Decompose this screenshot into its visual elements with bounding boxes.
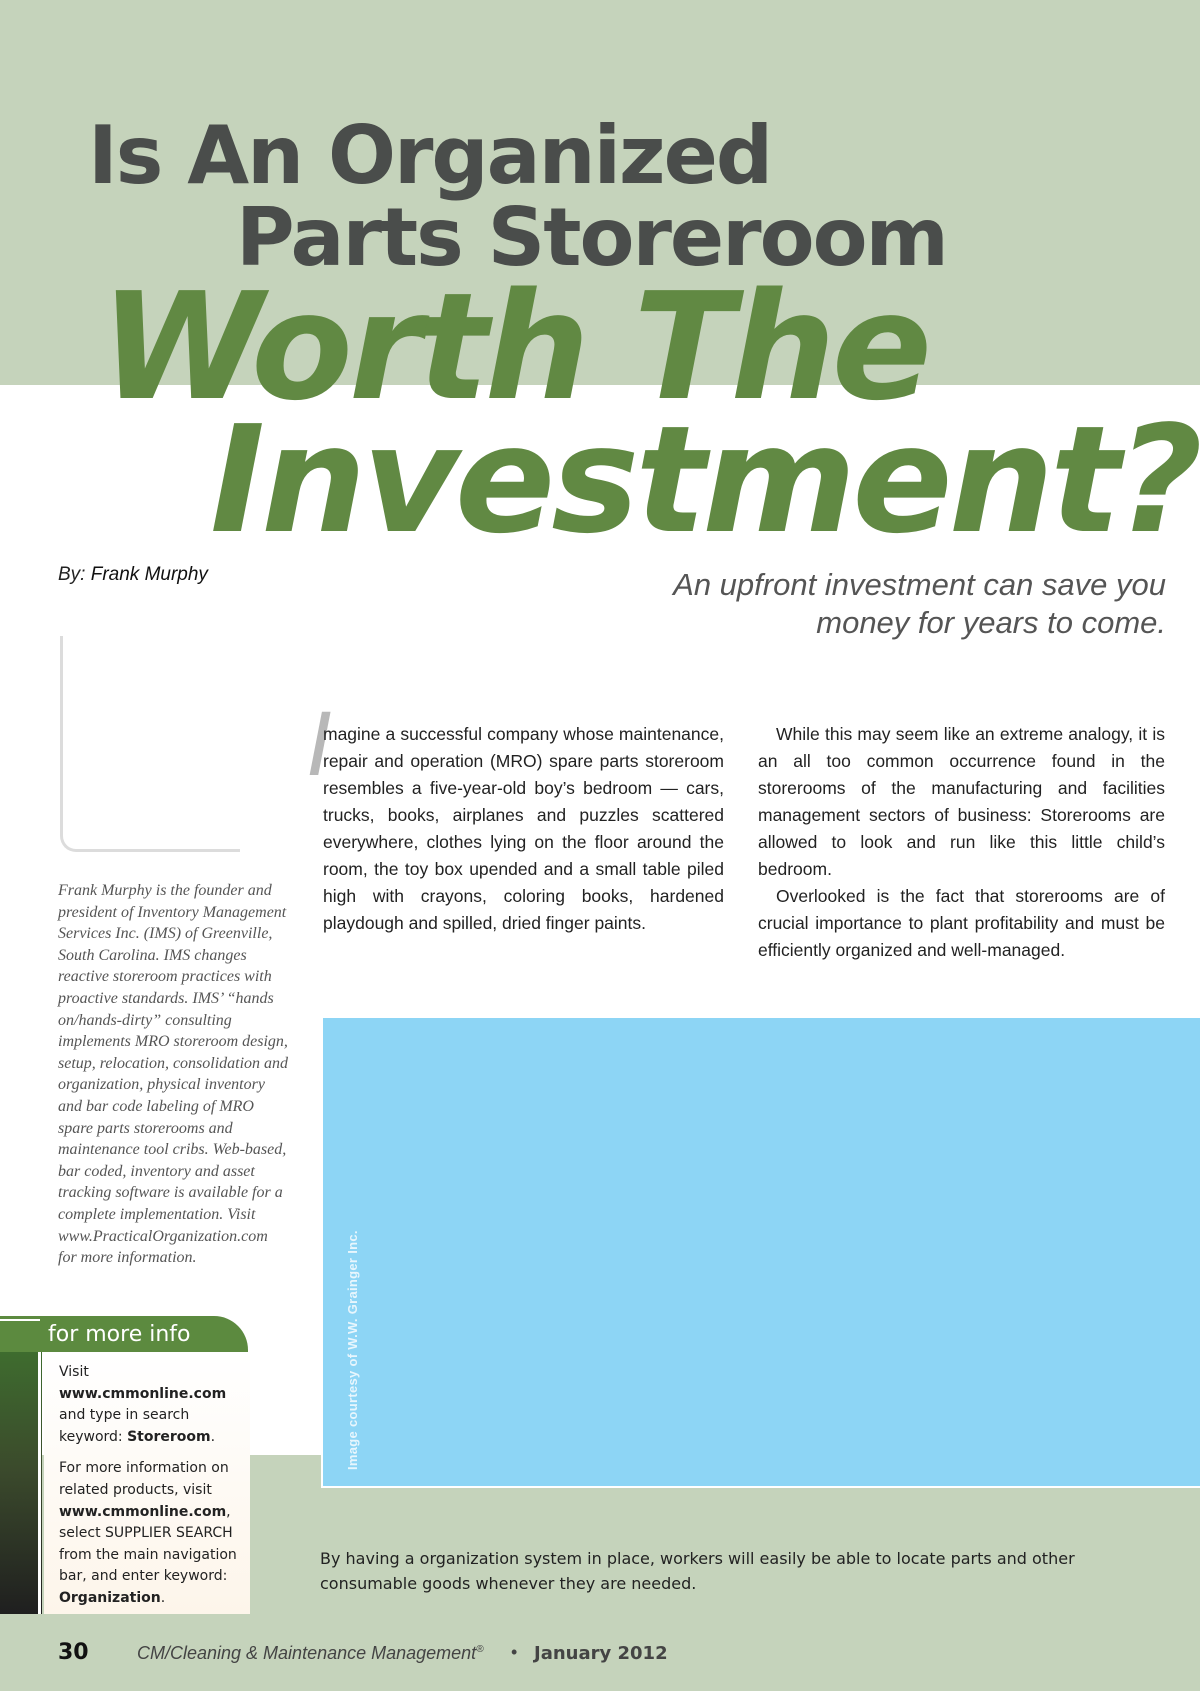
info-text: and type in search keyword: [59,1407,190,1445]
author-photo-frame [60,636,240,852]
info-paragraph-1 [59,1362,242,1448]
info-text: Visit [59,1364,89,1380]
info-box-header [0,1316,248,1352]
byline [58,564,208,586]
article-paragraph: Overlooked is the fact that storerooms are of crucial importance to plant profitability and must be efficiently organized and well-managed. [758,886,1165,960]
info-paragraph-2 [59,1458,242,1609]
article-column-2 [758,721,1165,964]
footer-bullet: • [511,1642,518,1662]
image-credit: Image courtesy of W.W. Grainger Inc. [345,1230,360,1470]
headline-line-3: Worth The [100,261,929,433]
info-text: , select SUPPLIER SEARCH from the main navigation bar, and enter keyword: [59,1503,237,1585]
article-paragraph: While this may seem like an extreme analogy, it is an all too common occurrence found in the storerooms of the manufacturing and facilities management sectors of business: Storerooms are allowed to look and run like this little child’s bedroom. [758,724,1165,879]
article-paragraph: magine a successful company whose maintenance, repair and operation (MRO) spare parts storeroom resembles a five-year-old boy’s bedroom — cars, trucks, books, airplanes and puzzles scattered everywhere, clothes lying on the floor around the room, the toy box upended and a small table piled high with crayons, coloring books, hardened playdough and spilled, dried finger paints. [323,724,724,933]
headline-line-1: Is An Organized [88,109,772,202]
keyword-organization: Organization [59,1589,161,1606]
info-box-stripe [0,1352,42,1614]
info-text: . [210,1428,216,1445]
subtitle: An upfront investment can save you money for years to come. [673,567,1166,640]
byline-prefix: By: [58,564,86,585]
publication-name [137,1643,484,1664]
publication-title: CM/Cleaning & Maintenance Management [137,1643,477,1663]
article-image-placeholder [321,1018,1200,1488]
cmmonline-link[interactable]: www.cmmonline.com [59,1503,227,1520]
info-text: . [160,1589,166,1606]
drop-cap: I [306,693,332,795]
cmmonline-link[interactable]: www.cmmonline.com [59,1385,227,1402]
page-number: 30 [58,1640,89,1665]
article-column-1 [323,721,724,937]
for-more-info-box [0,1316,250,1614]
headline-line-4: Investment? [210,394,1199,566]
registered-mark: ® [476,1644,484,1655]
keyword-storeroom: Storeroom [127,1428,211,1445]
author-name: Frank Murphy [90,564,208,585]
image-caption: By having a organization system in place, workers will easily be able to locate parts and other consumable goods whenever they are needed. [320,1549,1075,1593]
info-box-body [44,1352,250,1614]
info-box-title: for more info [48,1322,191,1347]
info-box-header-rule [0,1319,40,1321]
headline-line-2: Parts Storeroom [236,191,947,284]
author-bio: Frank Murphy is the founder and president of Inventory Management Services Inc. (IMS) of Greenville, South Carolina. IMS changes reactive storeroom practices with proactive standards. IMS’ “hands on/hands-dirty” consulting implements MRO storeroom design, setup, relocation, consolidation and organization, physical inventory and bar code labeling of MRO spare parts storerooms and maintenance tool cribs. Web-based, bar coded, inventory and asset tracking software is available for a complete implementation. Visit www.PracticalOrganization.com for more information. [58,882,289,1267]
info-text: For more information on related products, visit [59,1460,229,1498]
issue-date: January 2012 [534,1643,668,1664]
